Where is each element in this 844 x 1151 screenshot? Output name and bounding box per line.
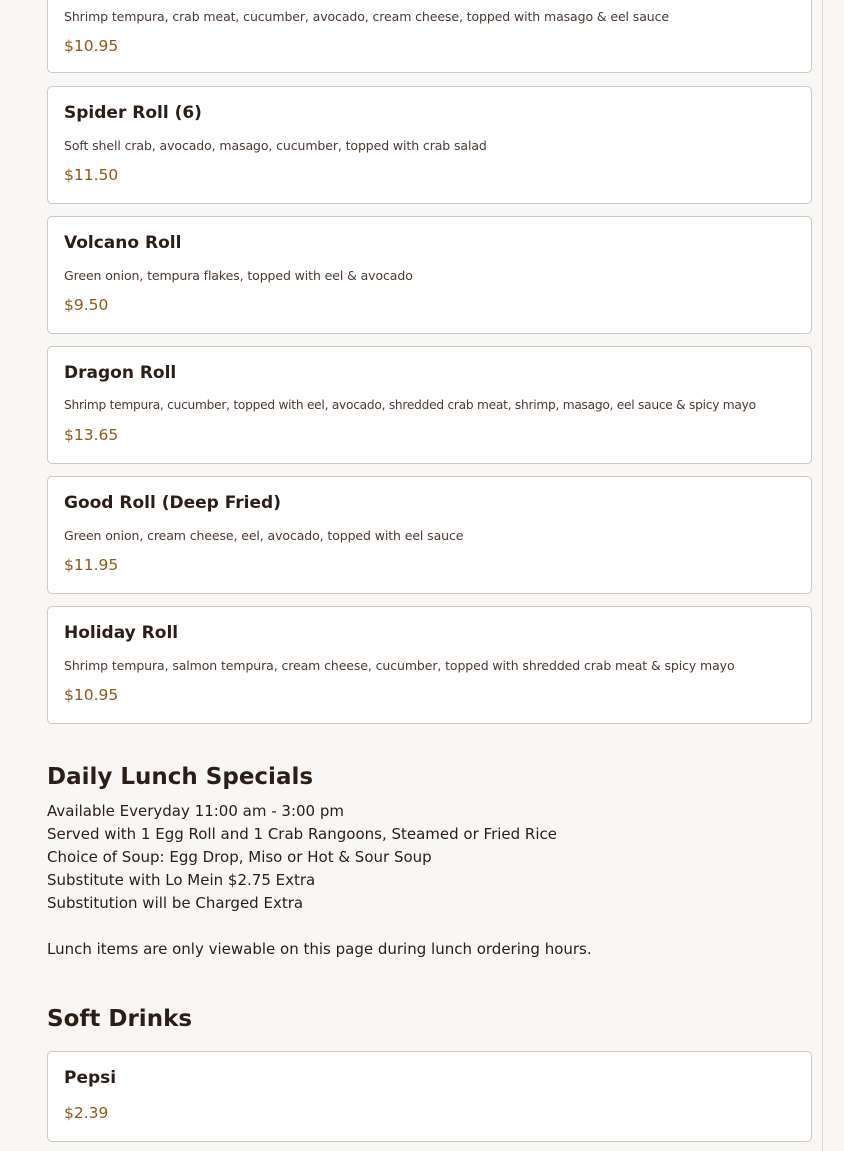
lunch-info-line: Served with 1 Egg Roll and 1 Crab Rangoons, Steamed or Fried Rice	[47, 825, 557, 843]
menu-item-description: Shrimp tempura, salmon tempura, cream cheese, cucumber, topped with shredded crab meat & spicy mayo	[64, 658, 735, 673]
menu-item-card[interactable]	[47, 1051, 812, 1142]
menu-item-description: Green onion, tempura flakes, topped with eel & avocado	[64, 268, 413, 283]
page-divider	[822, 0, 823, 1151]
menu-item-name: Good Roll (Deep Fried)	[64, 493, 281, 513]
menu-item-name: Pepsi	[64, 1068, 117, 1088]
menu-item-card[interactable]	[47, 216, 812, 334]
menu-item-price: $13.65	[64, 426, 119, 444]
menu-item-card[interactable]	[47, 86, 812, 204]
section-title-drinks: Soft Drinks	[47, 1006, 193, 1032]
menu-item-price: $9.50	[64, 296, 109, 314]
menu-item-price: $2.39	[64, 1104, 109, 1122]
lunch-info	[47, 800, 557, 915]
menu-item-card[interactable]	[47, 0, 812, 73]
lunch-info-line: Substitute with Lo Mein $2.75 Extra	[47, 871, 316, 889]
menu-item-description: Shrimp tempura, crab meat, cucumber, avocado, cream cheese, topped with masago & eel sauce	[64, 9, 669, 24]
menu-item-description: Soft shell crab, avocado, masago, cucumber, topped with crab salad	[64, 138, 487, 153]
menu-item-card[interactable]	[47, 476, 812, 594]
menu-item-price: $11.95	[64, 556, 119, 574]
lunch-info-line: Choice of Soup: Egg Drop, Miso or Hot & Sour Soup	[47, 848, 432, 866]
menu-item-name: Holiday Roll	[64, 623, 179, 643]
section-title-lunch: Daily Lunch Specials	[47, 764, 314, 790]
lunch-info-line: Substitution will be Charged Extra	[47, 894, 304, 912]
lunch-note: Lunch items are only viewable on this page during lunch ordering hours.	[47, 940, 592, 958]
menu-item-name: Dragon Roll	[64, 363, 177, 383]
lunch-info-line: Available Everyday 11:00 am - 3:00 pm	[47, 802, 344, 820]
menu-item-description: Green onion, cream cheese, eel, avocado, topped with eel sauce	[64, 528, 464, 543]
menu-item-description: Shrimp tempura, cucumber, topped with eel, avocado, shredded crab meat, shrimp, masago, eel sauce & spicy mayo	[64, 398, 756, 412]
menu-item-price: $10.95	[64, 686, 119, 704]
menu-item-name: Volcano Roll	[64, 233, 182, 253]
menu-item-price: $10.95	[64, 37, 119, 55]
menu-item-price: $11.50	[64, 166, 119, 184]
menu-item-name: Spider Roll (6)	[64, 103, 202, 123]
menu-item-card[interactable]	[47, 606, 812, 724]
menu-item-card[interactable]	[47, 346, 812, 464]
